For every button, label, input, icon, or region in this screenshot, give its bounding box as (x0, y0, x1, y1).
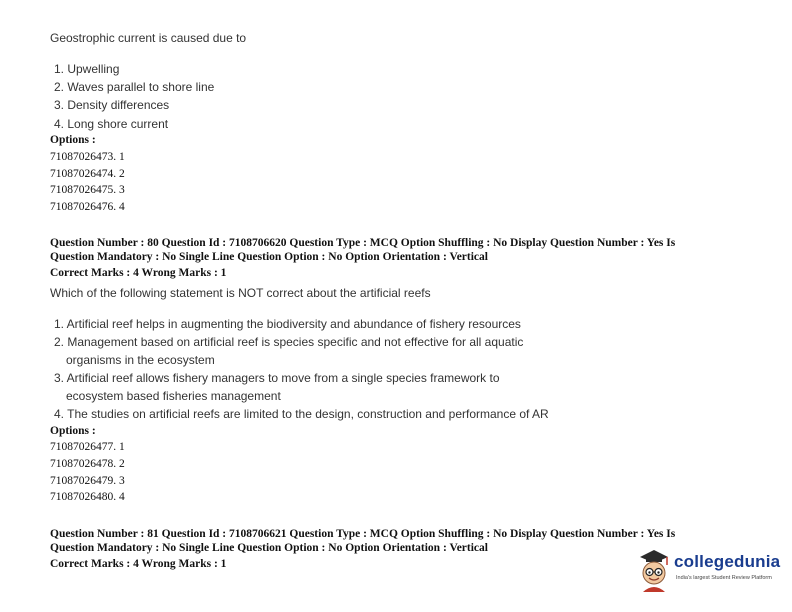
q80-option-4: 71087026480. 4 (50, 491, 125, 503)
q80-item-3: 3. Artificial reef allows fishery managers to move from a single species framework to (54, 371, 500, 385)
q79-question-text: Geostrophic current is caused due to (50, 31, 247, 45)
q79-item-1: 1. Upwelling (54, 62, 120, 76)
q80-item-2: 2. Management based on artificial reef is species specific and not effective for all aquatic (54, 335, 524, 349)
q80-options-label: Options : (50, 425, 96, 437)
q79-option-3: 71087026475. 3 (50, 184, 125, 196)
q80-item-2-cont: organisms in the ecosystem (66, 353, 215, 367)
q81-meta-line2: Question Mandatory : No Single Line Question Option : No Option Orientation : Vertical (50, 542, 488, 554)
q80-item-3-cont: ecosystem based fisheries management (66, 389, 281, 403)
collegedunia-logo (636, 548, 786, 596)
q79-option-2: 71087026474. 2 (50, 168, 125, 180)
mascot-icon (636, 548, 672, 592)
q79-item-2: 2. Waves parallel to shore line (54, 80, 215, 94)
q80-item-4: 4. The studies on artificial reefs are limited to the design, construction and performance of AR (54, 407, 549, 421)
q80-option-2: 71087026478. 2 (50, 458, 125, 470)
logo-tagline: India's largest Student Review Platform (676, 575, 772, 581)
q81-marks: Correct Marks : 4 Wrong Marks : 1 (50, 558, 227, 570)
q79-option-1: 71087026473. 1 (50, 151, 125, 163)
q79-option-4: 71087026476. 4 (50, 201, 125, 213)
q79-options-label: Options : (50, 134, 96, 146)
q81-meta-line1: Question Number : 81 Question Id : 7108706621 Question Type : MCQ Option Shuffling : No Display Question Number : Yes Is (50, 528, 676, 540)
q79-item-4: 4. Long shore current (54, 117, 169, 131)
q80-meta-line2: Question Mandatory : No Single Line Question Option : No Option Orientation : Vertical (50, 251, 488, 263)
q80-meta-line1: Question Number : 80 Question Id : 7108706620 Question Type : MCQ Option Shuffling : No Display Question Number : Yes Is (50, 237, 676, 249)
q80-option-3: 71087026479. 3 (50, 475, 125, 487)
logo-wordmark: collegedunia (674, 552, 781, 571)
q80-marks: Correct Marks : 4 Wrong Marks : 1 (50, 267, 227, 279)
q80-question-text: Which of the following statement is NOT correct about the artificial reefs (50, 286, 431, 300)
q80-item-1: 1. Artificial reef helps in augmenting the biodiversity and abundance of fishery resources (54, 317, 521, 331)
q79-item-3: 3. Density differences (54, 98, 170, 112)
q80-option-1: 71087026477. 1 (50, 441, 125, 453)
